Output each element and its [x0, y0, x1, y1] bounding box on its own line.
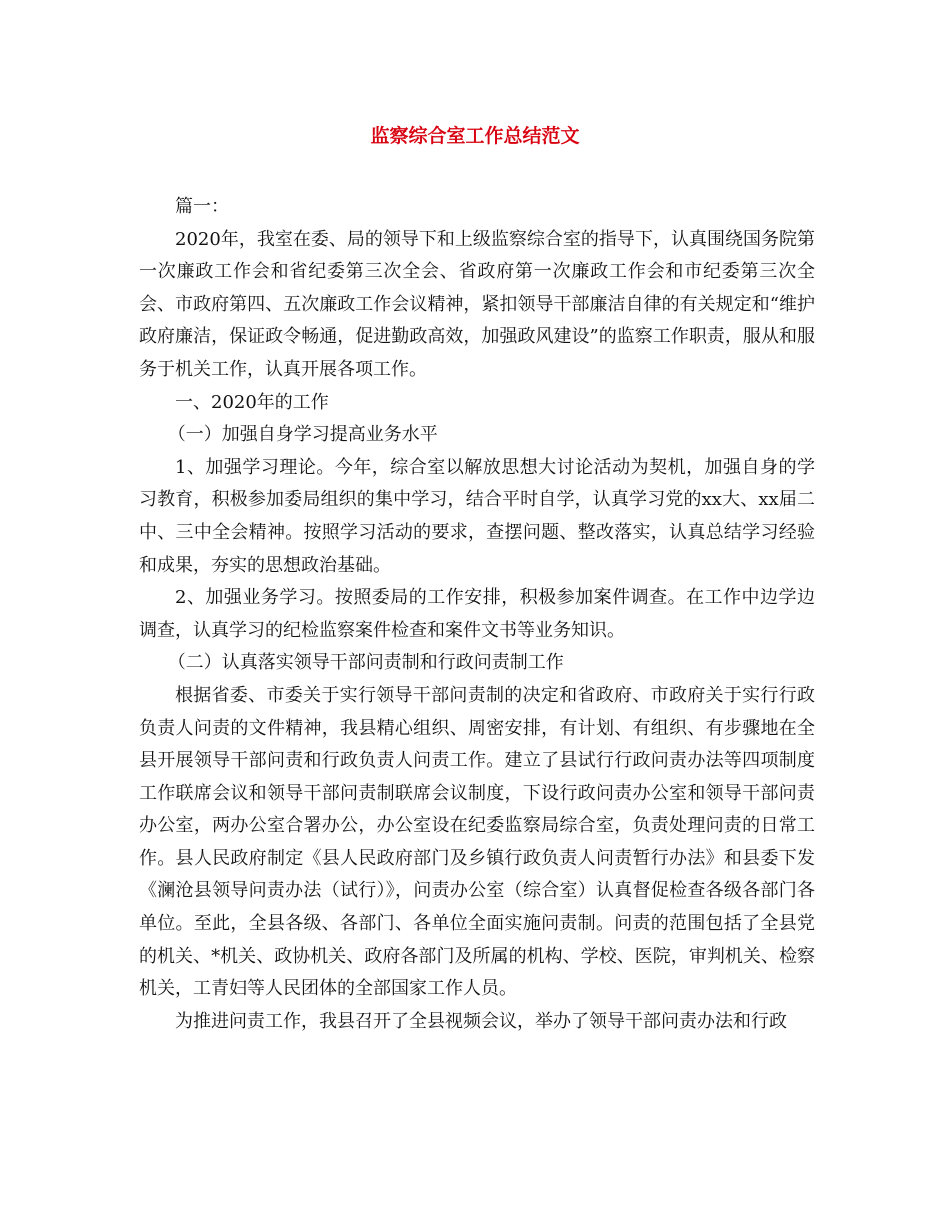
body-paragraph: 为推进问责工作，我县召开了全县视频会议，举办了领导干部问责办法和行政: [175, 1010, 787, 1032]
body-paragraph: 2020年，我室在委、局的领导下和上级监察综合室的指导下，认真围绕国务院第一次廉政工作会和省纪委第三次全会、省政府第一次廉政工作会和市纪委第三次全会、市政府第四、五次廉政工作会议精神，紧扣领导干部廉洁自律的有关规定和“维护政府廉洁，保证政令畅通，促进勤政高效，加强政风建设”的监察工作职责，服从和服务于机关工作，认真开展各项工作。: [139, 228, 815, 380]
section-heading: 一、2020年的工作: [175, 391, 329, 413]
subsection-heading: （一）加强自身学习提高业务水平: [167, 424, 438, 446]
subsection-heading: （二）认真落实领导干部问责制和行政问责制工作: [167, 652, 564, 674]
page-title: 监察综合室工作总结范文: [370, 125, 580, 147]
section-label: 篇一：: [175, 196, 229, 217]
body-paragraph: 根据省委、市委关于实行领导干部问责制的决定和省政府、市政府关于实行行政负责人问责的文件精神，我县精心组织、周密安排，有计划、有组织、有步骤地在全县开展领导干部问责和行政负责人问责工作。建立了县试行行政问责办法等四项制度工作联席会议和领导干部问责制联席会议制度，下设行政问责办公室和领导干部问责办公室，两办公室合署办公，办公室设在纪委监察局综合室，负责处理问责的日常工作。县人民政府制定《县人民政府部门及乡镇行政负责人问责暂行办法》和县委下发《澜沧县领导问责办法（试行）》，问责办公室（综合室）认真督促检查各级各部门各单位。至此，全县各级、各部门、各单位全面实施问责制。问责的范围包括了全县党的机关、*机关、政协机关、政府各部门及所属的机构、学校、医院，审判机关、检察机关，工青妇等人民团体的全部国家工作人员。: [139, 684, 815, 1000]
body-paragraph: 2、加强业务学习。按照委局的工作安排，积极参加案件调查。在工作中边学边调查，认真学习的纪检监察案件检查和案件文书等业务知识。: [139, 587, 815, 641]
document-body: [139, 191, 815, 1038]
body-paragraph: 1、加强学习理论。今年，综合室以解放思想大讨论活动为契机，加强自身的学习教育，积极参加委局组织的集中学习，结合平时自学，认真学习党的xx大、xx届二中、三中全会精神。按照学习活动的要求，查摆问题、整改落实，认真总结学习经验和成果，夯实的思想政治基础。: [139, 456, 815, 576]
